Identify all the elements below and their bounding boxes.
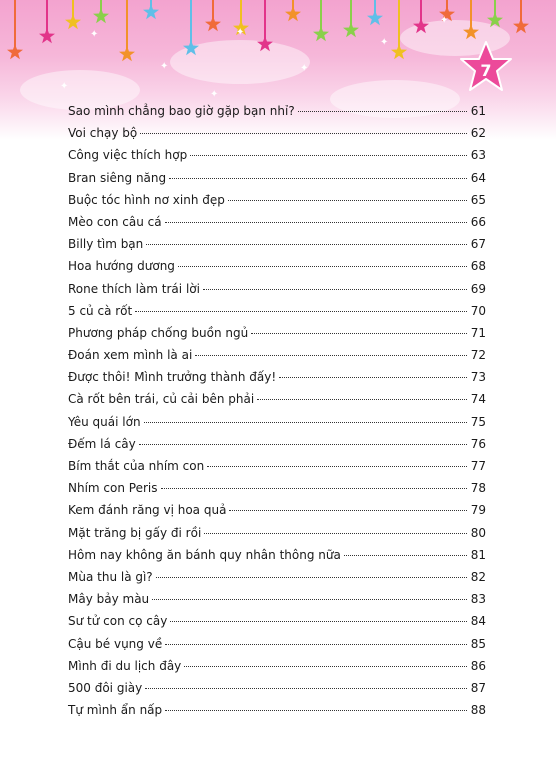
toc-entry-page: 88: [470, 703, 486, 718]
toc-entry-title: Bím thắt của nhím con: [68, 459, 205, 473]
dot-leader: [344, 555, 467, 556]
toc-entry-page: 67: [470, 237, 486, 252]
star-string: [190, 0, 192, 44]
toc-entry[interactable]: [68, 459, 486, 481]
hanging-star-icon: [205, 16, 221, 32]
hanging-star-icon: [143, 4, 159, 20]
sparkle-icon: ✦: [160, 61, 169, 72]
toc-entry-page: 70: [470, 303, 486, 318]
dot-leader: [139, 444, 467, 445]
toc-entry-title: Mùa thu là gì?: [68, 569, 153, 584]
hanging-star-icon: [119, 46, 135, 62]
toc-entry-title: Bran siêng năng: [68, 170, 167, 185]
dot-leader: [204, 533, 467, 534]
toc-entry-page: 65: [470, 192, 486, 207]
hanging-star-icon: [391, 44, 407, 60]
toc-entry[interactable]: [68, 548, 486, 570]
toc-entry[interactable]: [68, 659, 486, 681]
toc-entry[interactable]: [68, 392, 486, 414]
dot-leader: [144, 422, 467, 423]
hanging-star-icon: [413, 18, 429, 34]
toc-entry-title: Billy tìm bạn: [68, 237, 144, 252]
toc-entry[interactable]: [68, 304, 486, 326]
hanging-star-icon: [313, 26, 329, 42]
page-number: 7: [480, 60, 492, 80]
dot-leader: [190, 155, 467, 156]
toc-entry[interactable]: [68, 637, 486, 659]
toc-entry-title: Buộc tóc hình nơ xinh đẹp: [68, 192, 225, 207]
toc-entry-page: 69: [470, 281, 486, 296]
star-string: [14, 0, 16, 48]
star-string: [398, 0, 400, 48]
hanging-star-icon: [39, 28, 55, 44]
hanging-star-icon: [513, 18, 529, 34]
toc-entry[interactable]: [68, 592, 486, 614]
toc-entry[interactable]: [68, 282, 486, 304]
hanging-star-icon: [7, 44, 23, 60]
sparkle-icon: ✦: [300, 63, 309, 74]
star-string: [264, 0, 266, 40]
toc-entry-title: Sao mình chẳng bao giờ gặp bạn nhỉ?: [68, 104, 295, 118]
toc-entry-page: 74: [470, 392, 486, 407]
toc-entry-page: 79: [470, 503, 486, 518]
dot-leader: [229, 510, 467, 511]
toc-entry-title: Mèo con câu cá: [68, 214, 162, 229]
star-string: [126, 0, 128, 50]
dot-leader: [203, 289, 467, 290]
sparkle-icon: ✦: [60, 81, 69, 92]
dot-leader: [165, 710, 467, 711]
sparkle-icon: ✦: [90, 29, 99, 40]
toc-entry-title: Mình đi du lịch đây: [68, 658, 182, 673]
toc-entry-title: Đoán xem mình là ai: [68, 348, 193, 363]
toc-entry-title: 5 củ cà rốt: [68, 303, 133, 318]
toc-entry-page: 87: [470, 680, 486, 695]
hanging-star-icon: [183, 40, 199, 56]
toc-entry-title: Rone thích làm trái lời: [68, 281, 200, 296]
dot-leader: [184, 666, 467, 667]
toc-entry-page: 71: [470, 325, 486, 340]
toc-entry[interactable]: [68, 614, 486, 636]
dot-leader: [135, 311, 467, 312]
dot-leader: [178, 266, 467, 267]
toc-entry-title: Hôm nay không ăn bánh quy nhân thông nữa: [68, 547, 341, 562]
dot-leader: [165, 222, 467, 223]
toc-entry-page: 75: [470, 414, 486, 429]
toc-entry[interactable]: [68, 437, 486, 459]
toc-entry[interactable]: [68, 171, 486, 193]
toc-entry[interactable]: [68, 259, 486, 281]
toc-entry[interactable]: [68, 370, 486, 392]
hanging-star-icon: [487, 12, 503, 28]
hanging-star-icon: [93, 8, 109, 24]
dot-leader: [170, 621, 467, 622]
sparkle-icon: ✦: [380, 37, 389, 48]
hanging-star-icon: [463, 24, 479, 40]
toc-entry[interactable]: [68, 503, 486, 525]
toc-entry-title: Đếm lá cây: [68, 436, 136, 451]
toc-entry-title: Công việc thích hợp: [68, 148, 188, 163]
toc-entry-title: Tự mình ẩn nấp: [68, 703, 163, 718]
dot-leader: [279, 377, 467, 378]
dot-leader: [228, 200, 467, 201]
toc-entry-title: Cậu bé vụng về: [68, 636, 163, 651]
toc-entry-title: 500 đôi giày: [68, 680, 143, 695]
toc-entry-page: 63: [470, 148, 486, 163]
table-of-contents: [68, 104, 486, 725]
toc-entry-page: 78: [470, 481, 486, 496]
toc-entry-title: Nhím con Peris: [68, 481, 158, 496]
toc-entry[interactable]: [68, 526, 486, 548]
toc-entry[interactable]: [68, 148, 486, 170]
toc-entry[interactable]: [68, 481, 486, 503]
dot-leader: [257, 399, 467, 400]
toc-entry-page: 76: [470, 436, 486, 451]
dot-leader: [207, 466, 467, 467]
toc-entry-page: 82: [470, 569, 486, 584]
toc-entry[interactable]: [68, 104, 486, 126]
toc-entry-page: 85: [470, 636, 486, 651]
hanging-star-icon: [367, 10, 383, 26]
dot-leader: [146, 244, 467, 245]
dot-leader: [165, 644, 467, 645]
toc-entry-title: Yêu quái lớn: [68, 414, 141, 429]
toc-entry[interactable]: [68, 570, 486, 592]
toc-entry-title: Mây bảy màu: [68, 592, 150, 607]
toc-entry-page: 68: [470, 259, 486, 274]
toc-entry[interactable]: [68, 326, 486, 348]
toc-entry-title: Sư tử con cọ cây: [68, 614, 168, 629]
dot-leader: [152, 599, 467, 600]
toc-entry-page: 84: [470, 614, 486, 629]
toc-entry-page: 81: [470, 547, 486, 562]
dot-leader: [195, 355, 467, 356]
dot-leader: [140, 133, 467, 134]
dot-leader: [251, 333, 467, 334]
toc-entry[interactable]: [68, 681, 486, 703]
toc-entry[interactable]: [68, 193, 486, 215]
toc-entry-page: 73: [470, 370, 486, 385]
dot-leader: [156, 577, 467, 578]
toc-entry-page: 83: [470, 592, 486, 607]
toc-entry-title: Hoa hướng dương: [68, 259, 175, 274]
dot-leader: [161, 488, 468, 489]
toc-entry-page: 61: [470, 104, 486, 118]
toc-entry[interactable]: [68, 126, 486, 148]
toc-entry[interactable]: [68, 348, 486, 370]
sparkle-icon: ✦: [440, 15, 449, 26]
hanging-star-icon: [285, 6, 301, 22]
toc-entry-page: 66: [470, 214, 486, 229]
toc-entry-title: Voi chạy bộ: [68, 126, 138, 141]
toc-entry[interactable]: [68, 415, 486, 437]
toc-entry-title: Cà rốt bên trái, củ cải bên phải: [68, 392, 255, 407]
dot-leader: [298, 111, 467, 112]
sparkle-icon: ✦: [236, 27, 245, 38]
dot-leader: [169, 178, 467, 179]
toc-entry-title: Mặt trăng bị gấy đi rồi: [68, 525, 202, 540]
toc-entry[interactable]: [68, 215, 486, 237]
toc-entry-title: Kem đánh răng vị hoa quả: [68, 503, 227, 518]
hanging-star-icon: [257, 36, 273, 52]
toc-entry-page: 77: [470, 459, 486, 473]
toc-entry-page: 86: [470, 658, 486, 673]
toc-entry-page: 64: [470, 170, 486, 185]
hanging-star-icon: [65, 14, 81, 30]
hanging-star-icon: [343, 22, 359, 38]
toc-entry-title: Phương pháp chống buồn ngủ: [68, 325, 249, 340]
sparkle-icon: ✦: [210, 89, 219, 100]
toc-entry-title: Được thôi! Mình trưởng thành đấy!: [68, 370, 277, 385]
toc-entry-page: 80: [470, 525, 486, 540]
toc-entry-page: 62: [470, 126, 486, 141]
toc-entry[interactable]: [68, 703, 486, 725]
toc-entry-page: 72: [470, 348, 486, 363]
dot-leader: [145, 688, 467, 689]
toc-entry[interactable]: [68, 237, 486, 259]
